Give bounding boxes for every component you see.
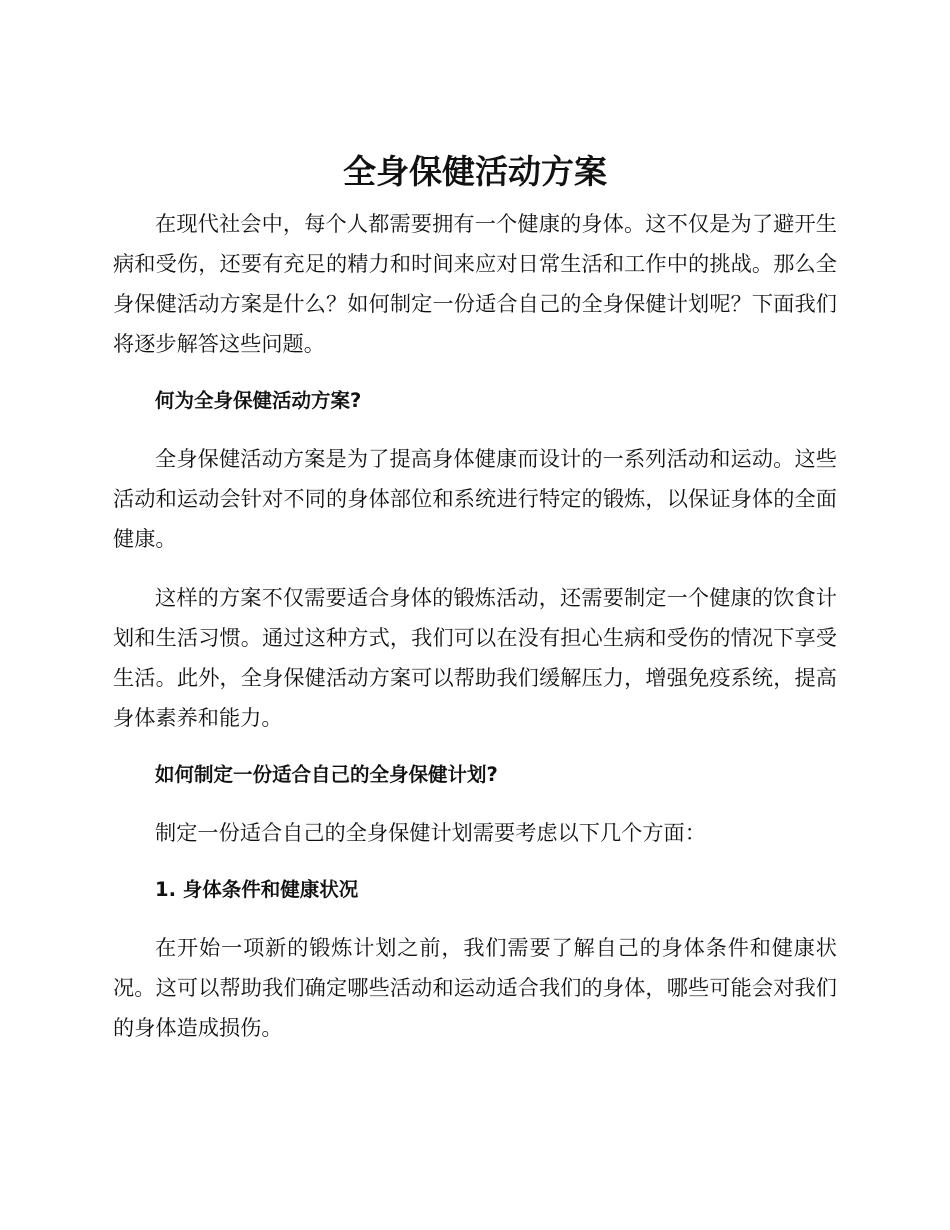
document-content [113,150,837,1067]
benefits-paragraph: 这样的方案不仅需要适合身体的锻炼活动，还需要制定一个健康的饮食计划和生活习惯。通过这种方式，我们可以在没有担心生病和受伤的情况下享受生活。此外，全身保健活动方案可以帮助我们缓解压力，增强免疫系统，提高身体素养和能力。 [113,585,837,730]
document-title: 全身保健活动方案 [343,152,607,191]
definition-paragraph: 全身保健活动方案是为了提高身体健康而设计的一系列活动和运动。这些活动和运动会针对不同的身体部位和系统进行特定的锻炼，以保证身体的全面健康。 [113,446,837,551]
subheading-body-condition: 1. 身体条件和健康状况 [155,878,359,901]
section-heading-how-to-plan: 如何制定一份适合自己的全身保健计划? [155,763,498,786]
body-condition-paragraph: 在开始一项新的锻炼计划之前，我们需要了解自己的身体条件和健康状况。这可以帮助我们确定哪些活动和运动适合我们的身体，哪些可能会对我们的身体造成损伤。 [113,935,837,1040]
section-heading-definition: 何为全身保健活动方案? [155,389,362,412]
planning-intro-paragraph: 制定一份适合自己的全身保健计划需要考虑以下几个方面： [155,820,706,845]
intro-paragraph: 在现代社会中，每个人都需要拥有一个健康的身体。这不仅是为了避开生病和受伤，还要有充足的精力和时间来应对日常生活和工作中的挑战。那么全身保健活动方案是什么？如何制定一份适合自己的全身保健计划呢？下面我们将逐步解答这些问题。 [113,211,837,356]
